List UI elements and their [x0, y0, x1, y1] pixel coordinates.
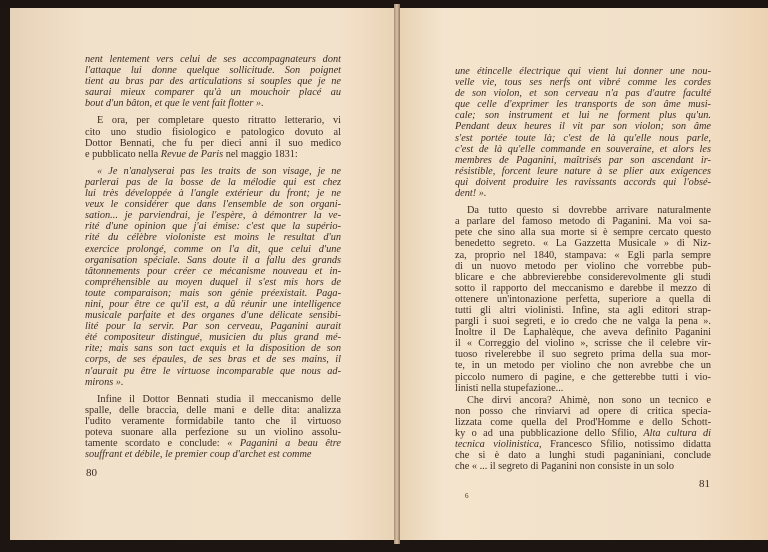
- text-line: tient au bras par des articulations si souples que je ne: [85, 76, 341, 88]
- text-line: rite; mais sans son tact exquis et la disposition de son: [85, 343, 341, 355]
- text-line: pete che sino alla sua morte si è sempre cercato questo: [455, 227, 711, 239]
- paragraph: [85, 115, 341, 159]
- text-line: saurai mieux comparer qu'à un mouchoir placé au: [85, 87, 341, 99]
- text-line: velle vie, tous ses nerfs ont vibré comme les cordes: [455, 77, 711, 89]
- text-line: tâtonnements pour créer ce mécanisme nouveau et in-: [85, 265, 341, 277]
- page-number: 81: [699, 478, 710, 490]
- text-line: Che dirvi ancora? Ahimè, non sono un tecnico e: [467, 394, 711, 406]
- text-line: te, in un metodo per violino che non avrebbe che un: [455, 360, 711, 372]
- text-line: c'est de là qu'elle commande en souveraine, et alors les: [455, 143, 711, 155]
- text-line: blicare e che abbrevierebbe considerevolmente gli studi: [455, 271, 711, 283]
- text-line: résistible, forcent leure nature à se plier aux exigences: [455, 165, 711, 177]
- text-segment: tamente scordato e conclude:: [85, 438, 228, 450]
- text-line: poteva suonare alla perfezione su un violino assolu-: [85, 427, 341, 438]
- text-line: linisti nella stupefazione...: [455, 382, 564, 394]
- paragraph: [85, 394, 341, 461]
- text-line: za, proprio nel 1840, stampava: « Egli parla sempre: [455, 249, 711, 261]
- text-line: nent lentement vers celui de ses accompagnateurs dont: [85, 54, 341, 65]
- paragraph: [455, 395, 711, 473]
- text-segment: tecnica violinistica: [455, 439, 540, 451]
- text-line: toute comparaison; mais son génie préexistait. Paga-: [85, 287, 341, 299]
- text-line: organisation spéciale. Sans doute il a fallu des grands: [85, 254, 341, 266]
- text-segment: Alta cultura di: [643, 428, 711, 439]
- text-line: E ora, per completare questo ritratto letterario, vi: [97, 115, 341, 127]
- text-line: l'udito veramente formidabile tanto che il virtuoso: [85, 415, 341, 427]
- text-line: pargli i suoi segreti, e io credo che ne valga la pena ».: [455, 316, 711, 328]
- text-line: [455, 428, 711, 439]
- text-line: que celle d'exprimer les transports de son âme musi-: [455, 99, 711, 111]
- text-line: cale; son instrument et lui ne forment plus qu'un.: [455, 110, 711, 122]
- text-segment: e pubblicato nella: [85, 148, 161, 160]
- right-page: [399, 8, 768, 540]
- text-line: s'est portée toute là; c'est de là qu'elle nous parle,: [455, 132, 711, 144]
- left-page: [10, 8, 396, 540]
- background-top: [0, 0, 768, 8]
- book-gutter: [394, 4, 400, 544]
- text-line: non posso che rinviarvi ad opere di critica specia-: [455, 405, 711, 417]
- text-segment: Revue de Paris: [160, 148, 224, 160]
- text-line: parlerai pas de la bosse de la mélodie qui est chez: [85, 176, 341, 188]
- paragraph: [455, 205, 711, 394]
- text-line: été compositeur distingué, musicien du plus grand mé-: [85, 332, 341, 344]
- text-line: tuoso rivelerebbe il suo segreto prima della sua mor-: [455, 349, 711, 361]
- text-line: membres de Paganini, maîtrisés par son ascendant ir-: [455, 154, 711, 166]
- text-line: [85, 438, 341, 449]
- text-line: piccolo numero di pagine, e che getterebbe tutti i vio-: [455, 371, 711, 383]
- paragraph: [85, 166, 341, 388]
- text-line: dent! ».: [455, 188, 487, 200]
- text-line: rité du célèbre violoniste est moins le resultat d'un: [85, 232, 341, 244]
- paragraph: [455, 66, 711, 199]
- page-number: 80: [86, 467, 97, 479]
- text-line: corps, de ses épaules, de ses bras et de ses mains, il: [85, 354, 341, 366]
- text-segment: souffrant et débile, le premier coup d'archet est comme: [85, 449, 312, 461]
- text-line: exercice prolongé, comme on l'a dit, que celui d'une: [85, 243, 341, 255]
- text-line: [85, 149, 341, 160]
- text-line: l'attaque lui donne quelque sollicitude. Son poignet: [85, 65, 341, 77]
- text-line: [85, 449, 341, 460]
- text-segment: « Paganini a beau être: [227, 438, 341, 450]
- text-line: che si è dato a lunghi studi paganiniani, conclude: [455, 450, 711, 462]
- text-line: rité d'une opinion que j'ai émise: c'est que la supério-: [85, 221, 341, 233]
- text-line: di un nuovo metodo per violino che vorrebbe pub-: [455, 260, 711, 272]
- text-line: che « ... il segreto di Paganini non consiste in un solo: [455, 461, 675, 473]
- text-segment: nel maggio 1831:: [223, 148, 298, 160]
- text-line: il « Correggio del violino », scrisse che il celebre vir-: [455, 338, 711, 350]
- text-line: n'aurait pu être le virtuose incomparable que nous ad-: [85, 365, 341, 377]
- text-line: a parlare del famoso metodo di Paganini. Ma voi sa-: [455, 216, 711, 228]
- text-segment: , Francesco Sfilio, notissimo didatta: [539, 439, 711, 451]
- text-line: Pendant deux heures il vit par son violon; son âme: [455, 121, 711, 133]
- text-line: [455, 439, 711, 450]
- signature-mark: 6: [465, 492, 469, 500]
- text-line: de son violon, et son cerveau n'a pas d'autre faculté: [455, 88, 711, 100]
- text-line: benedetto segreto. « La Gazzetta Musicale » di Niz-: [455, 238, 711, 250]
- text-line: bout d'un bâton, et que le vent fait flotter ».: [85, 98, 264, 110]
- text-line: ottenere un'intonazione perfetta, superiore a quella di: [455, 293, 711, 305]
- text-line: une étincelle électrique qui vient lui donner une nou-: [455, 66, 711, 77]
- text-line: Inoltre il De Laphalèque, che aveva definito Paganini: [455, 327, 711, 339]
- text-line: compréhensible au moyen duquel il s'est mis hors de: [85, 276, 341, 288]
- text-line: veux le considérer que dans l'ensemble de son organi-: [85, 199, 341, 211]
- text-line: mirons ».: [85, 376, 124, 388]
- text-line: tutti gli altri violinisti. Infine, sta agli editori strap-: [455, 304, 711, 316]
- text-line: sation... je parviendrai, je l'espère, à démontrer la ve-: [85, 210, 341, 222]
- text-line: lité pour la servir. Par son cerveau, Paganini aurait: [85, 321, 341, 333]
- paragraph: [85, 54, 341, 109]
- text-segment: ky o ad una pubblicazione dello Sfilio,: [455, 428, 644, 439]
- text-line: cito uno studio fisiologico e patologico dovuto al: [85, 126, 341, 138]
- text-line: nini, pour être ce qu'il est, a dû réunir une intelligence: [85, 298, 341, 310]
- left-page-text: [85, 54, 341, 460]
- text-line: « Je n'analyserai pas les traits de son visage, je ne: [97, 165, 341, 177]
- right-page-text: [455, 66, 711, 472]
- text-line: lizzata come quella del Prod'Homme e dello Schott-: [455, 416, 711, 428]
- text-line: Da tutto questo si dovrebbe arrivare naturalmente: [467, 205, 711, 217]
- text-line: Dottor Bennati, che fu per dieci anni il suo medico: [85, 137, 341, 149]
- text-line: sotto il rapporto del meccanismo e darebbe il mezzo di: [455, 282, 711, 294]
- text-line: lui très développée à l'angle extérieur du front; je ne: [85, 188, 341, 200]
- text-line: Infine il Dottor Bennati studia il meccanismo delle: [97, 393, 341, 405]
- text-line: spalle, delle braccia, delle mani e delle dita: analizza: [85, 404, 341, 416]
- text-line: musicale parfaite et des organes d'une délicate sensibi-: [85, 310, 341, 322]
- text-line: qui doivent produire les ravissants accords qui l'obsé-: [455, 176, 711, 188]
